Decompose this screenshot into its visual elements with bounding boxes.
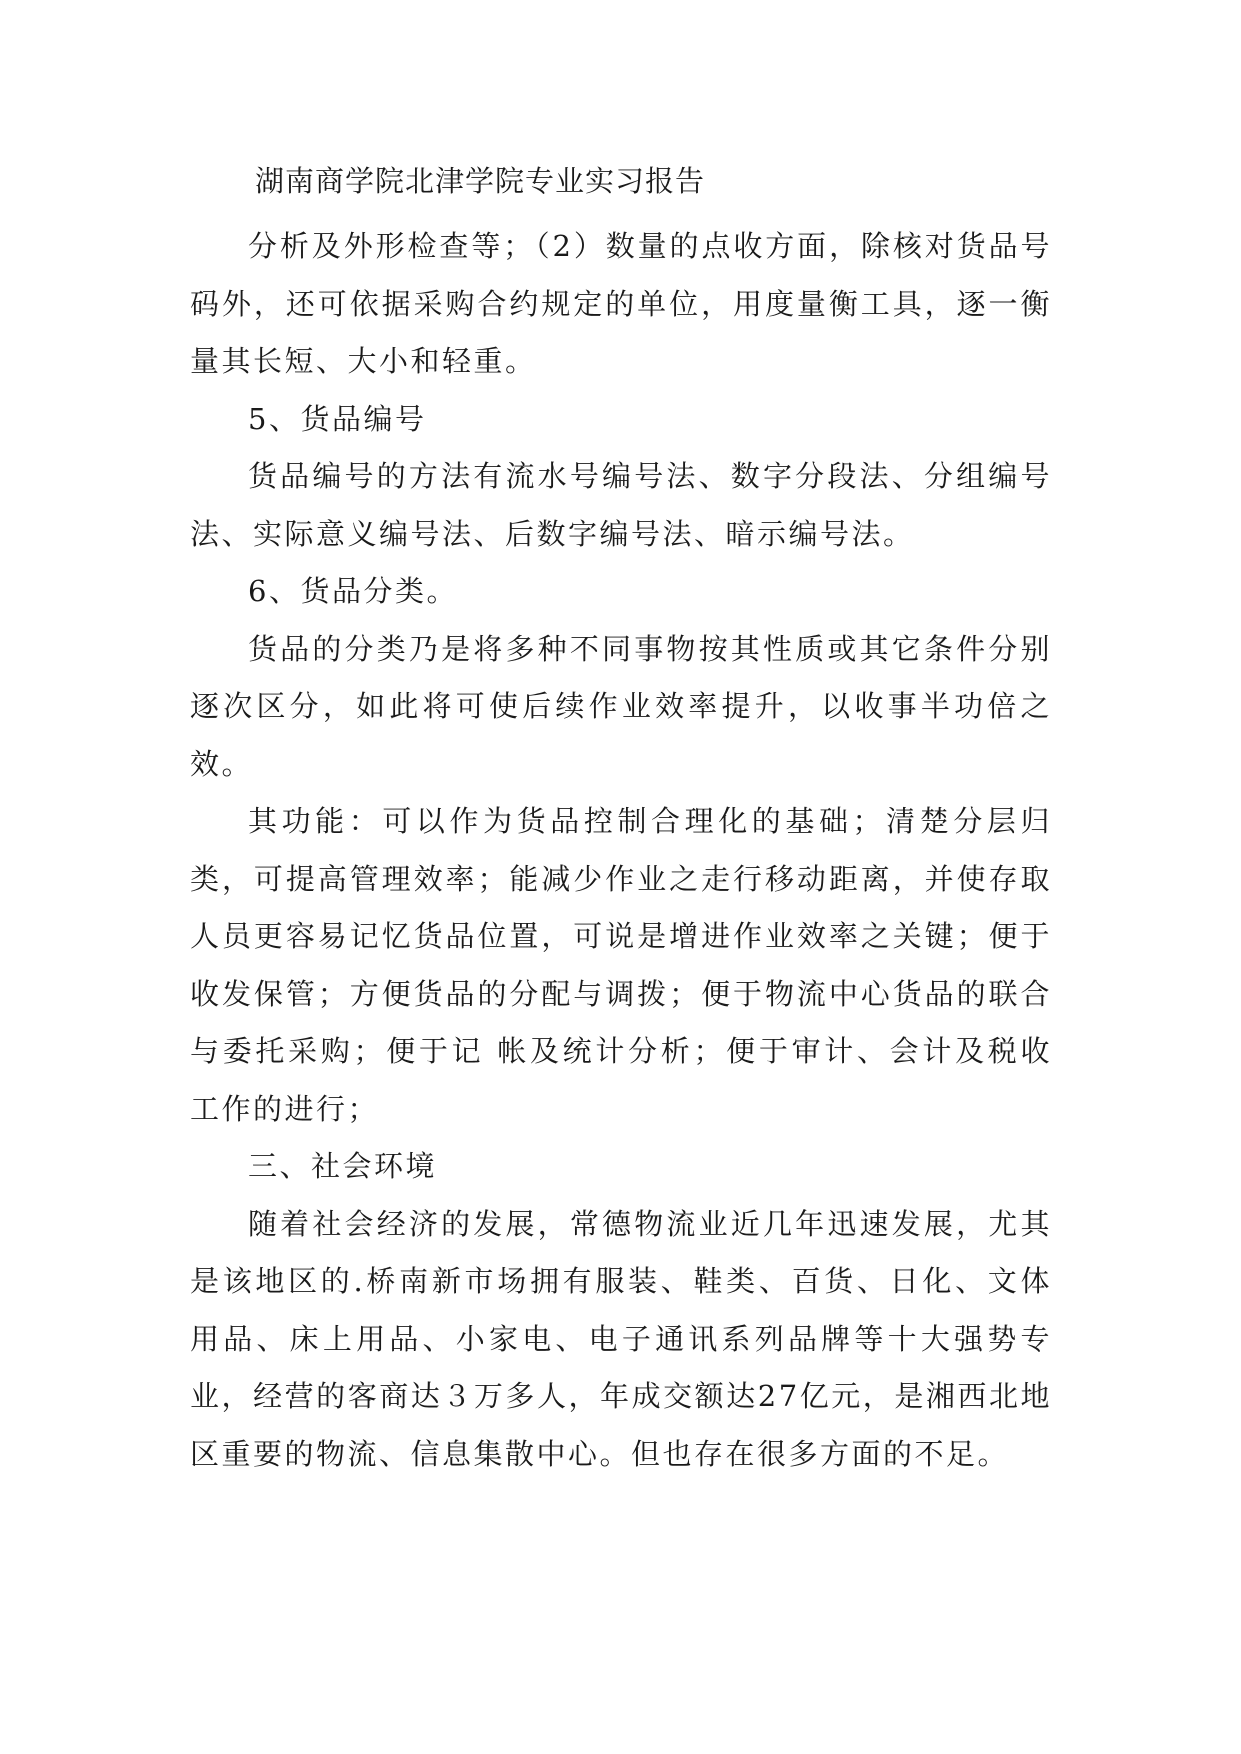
paragraph-inspection: 分析及外形检查等；（2）数量的点收方面，除核对货品号码外，还可依据采购合约规定的单位，用度量衡工具，逐一衡量其长短、大小和轻重。 [190, 229, 1052, 378]
heading-social-environment: 三、社会环境 [248, 1149, 438, 1183]
page-header: 湖南商学院北津学院专业实习报告 [255, 164, 706, 198]
document-body [190, 218, 1052, 1483]
paragraph-classification: 货品的分类乃是将多种不同事物按其性质或其它条件分别逐次区分，如此将可使后续作业效率提升，以收事半功倍之效。 [190, 631, 1052, 781]
heading-goods-classification: 6、货品分类。 [248, 574, 458, 608]
paragraph-numbering-methods: 货品编号的方法有流水号编号法、数字分段法、分组编号法、实际意义编号法、后数字编号法、暗示编号法。 [190, 459, 1052, 551]
paragraph-social-environment: 随着社会经济的发展，常德物流业近几年迅速发展，尤其是该地区的.桥南新市场拥有服装、鞋类、百货、日化、文体用品、床上用品、小家电、电子通讯系列品牌等十大强势专业，经营的客商达３万多人，年成交额达27亿元，是湘西北地区重要的物流、信息集散中心。但也存在很多方面的不足。 [190, 1206, 1052, 1471]
heading-goods-numbering: 5、货品编号 [248, 401, 427, 436]
paragraph-functions: 其功能：可以作为货品控制合理化的基础；清楚分层归类，可提高管理效率；能减少作业之走行移动距离，并使存取人员更容易记忆货品位置，可说是增进作业效率之关键；便于收发保管；方便货品的分配与调拨；便于物流中心货品的联合与委托采购；便于记 帐及统计分析；便于审计、会计及税收工作的进行； [190, 804, 1052, 1126]
